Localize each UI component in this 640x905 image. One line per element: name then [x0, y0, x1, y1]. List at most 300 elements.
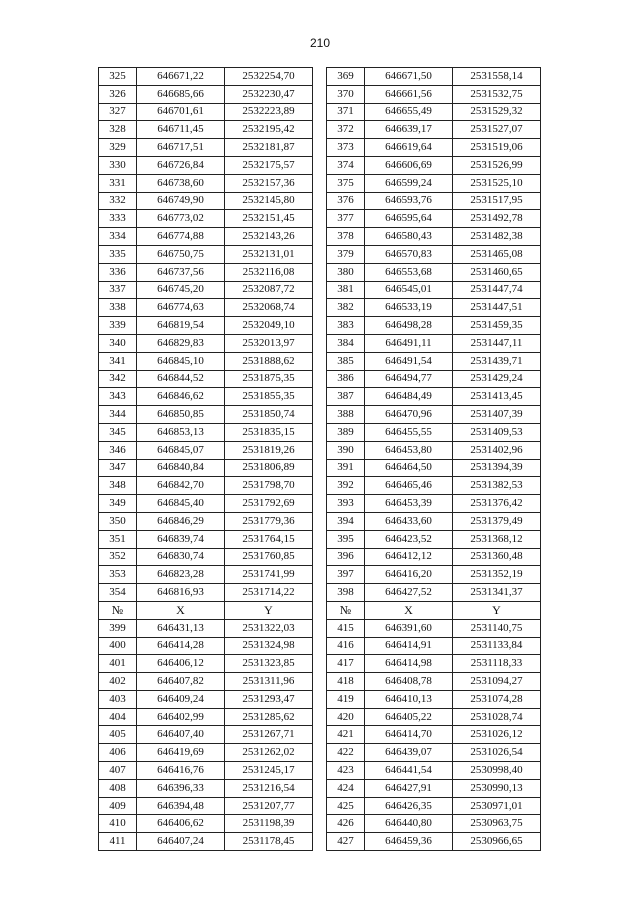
column-gap	[313, 228, 327, 246]
y-coordinate-left: 2531262,02	[225, 744, 313, 762]
point-number-left: 407	[99, 762, 137, 780]
x-coordinate-left: 646774,63	[137, 299, 225, 317]
x-coordinate-right: 646453,80	[365, 441, 453, 459]
x-coordinate-left: 646845,07	[137, 441, 225, 459]
point-number-left: 411	[99, 833, 137, 851]
column-gap	[313, 388, 327, 406]
point-number-left: 348	[99, 477, 137, 495]
x-coordinate-right: 646414,91	[365, 637, 453, 655]
coordinates-block-2	[99, 619, 541, 850]
y-coordinate-left: 2531245,17	[225, 762, 313, 780]
x-coordinate-left: 646406,12	[137, 655, 225, 673]
point-number-left: 329	[99, 139, 137, 157]
x-coordinate-right: 646405,22	[365, 708, 453, 726]
column-gap	[313, 726, 327, 744]
x-coordinate-left: 646717,51	[137, 139, 225, 157]
point-number-left: 335	[99, 245, 137, 263]
column-gap	[313, 210, 327, 228]
x-coordinate-right: 646491,54	[365, 352, 453, 370]
point-number-left: 400	[99, 637, 137, 655]
table-row	[99, 299, 541, 317]
point-number-right: 416	[327, 637, 365, 655]
column-gap	[313, 334, 327, 352]
x-coordinate-right: 646414,98	[365, 655, 453, 673]
column-gap	[313, 299, 327, 317]
coordinates-table	[98, 67, 541, 851]
y-coordinate-right: 2531532,75	[453, 85, 541, 103]
x-coordinate-left: 646745,20	[137, 281, 225, 299]
y-coordinate-right: 2531026,12	[453, 726, 541, 744]
y-coordinate-right: 2531429,24	[453, 370, 541, 388]
x-coordinate-left: 646839,74	[137, 530, 225, 548]
point-number-left: 325	[99, 68, 137, 86]
point-number-left: 342	[99, 370, 137, 388]
table-row	[99, 334, 541, 352]
column-gap	[313, 423, 327, 441]
y-coordinate-right: 2531439,71	[453, 352, 541, 370]
column-gap	[313, 441, 327, 459]
table-row	[99, 121, 541, 139]
point-number-right: 377	[327, 210, 365, 228]
x-coordinate-left: 646850,85	[137, 406, 225, 424]
header-x-left: X	[137, 601, 225, 619]
table-row	[99, 619, 541, 637]
column-gap	[313, 245, 327, 263]
x-coordinate-right: 646440,80	[365, 815, 453, 833]
y-coordinate-right: 2531341,37	[453, 584, 541, 602]
y-coordinate-right: 2531382,53	[453, 477, 541, 495]
x-coordinate-right: 646639,17	[365, 121, 453, 139]
y-coordinate-right: 2531465,08	[453, 245, 541, 263]
y-coordinate-right: 2531074,28	[453, 690, 541, 708]
point-number-left: 404	[99, 708, 137, 726]
point-number-left: 345	[99, 423, 137, 441]
table-row	[99, 797, 541, 815]
x-coordinate-left: 646840,84	[137, 459, 225, 477]
x-coordinate-left: 646685,66	[137, 85, 225, 103]
x-coordinate-left: 646671,22	[137, 68, 225, 86]
point-number-right: 372	[327, 121, 365, 139]
x-coordinate-left: 646846,62	[137, 388, 225, 406]
x-coordinate-right: 646455,55	[365, 423, 453, 441]
y-coordinate-right: 2531379,49	[453, 512, 541, 530]
x-coordinate-right: 646491,11	[365, 334, 453, 352]
x-coordinate-left: 646750,75	[137, 245, 225, 263]
header-y-right: Y	[453, 601, 541, 619]
point-number-right: 397	[327, 566, 365, 584]
table-row	[99, 174, 541, 192]
point-number-left: 354	[99, 584, 137, 602]
x-coordinate-left: 646842,70	[137, 477, 225, 495]
y-coordinate-right: 2531094,27	[453, 673, 541, 691]
x-coordinate-right: 646498,28	[365, 317, 453, 335]
column-gap	[313, 192, 327, 210]
y-coordinate-left: 2531798,70	[225, 477, 313, 495]
table-row	[99, 530, 541, 548]
y-coordinate-right: 2531447,11	[453, 334, 541, 352]
x-coordinate-right: 646671,50	[365, 68, 453, 86]
column-gap	[313, 68, 327, 86]
column-gap	[313, 352, 327, 370]
y-coordinate-right: 2531407,39	[453, 406, 541, 424]
column-header-row	[99, 601, 541, 619]
column-gap	[313, 673, 327, 691]
column-gap	[313, 566, 327, 584]
point-number-left: 328	[99, 121, 137, 139]
x-coordinate-left: 646402,99	[137, 708, 225, 726]
y-coordinate-right: 2531140,75	[453, 619, 541, 637]
x-coordinate-left: 646407,40	[137, 726, 225, 744]
column-gap	[313, 495, 327, 513]
point-number-right: 391	[327, 459, 365, 477]
y-coordinate-right: 2531368,12	[453, 530, 541, 548]
y-coordinate-right: 2531527,07	[453, 121, 541, 139]
point-number-left: 344	[99, 406, 137, 424]
x-coordinate-right: 646553,68	[365, 263, 453, 281]
x-coordinate-left: 646409,24	[137, 690, 225, 708]
x-coordinate-left: 646406,62	[137, 815, 225, 833]
y-coordinate-left: 2531216,54	[225, 779, 313, 797]
table-row	[99, 228, 541, 246]
y-coordinate-right: 2531413,45	[453, 388, 541, 406]
point-number-right: 415	[327, 619, 365, 637]
y-coordinate-right: 2531409,53	[453, 423, 541, 441]
x-coordinate-right: 646661,56	[365, 85, 453, 103]
header-num-left: №	[99, 601, 137, 619]
point-number-right: 379	[327, 245, 365, 263]
table-row	[99, 406, 541, 424]
column-gap	[313, 619, 327, 637]
column-header-group	[99, 601, 541, 619]
point-number-left: 341	[99, 352, 137, 370]
point-number-left: 340	[99, 334, 137, 352]
point-number-left: 330	[99, 156, 137, 174]
y-coordinate-left: 2532131,01	[225, 245, 313, 263]
point-number-right: 382	[327, 299, 365, 317]
y-coordinate-left: 2532116,08	[225, 263, 313, 281]
point-number-right: 417	[327, 655, 365, 673]
y-coordinate-right: 2531447,74	[453, 281, 541, 299]
y-coordinate-left: 2531855,35	[225, 388, 313, 406]
y-coordinate-left: 2531267,71	[225, 726, 313, 744]
point-number-right: 425	[327, 797, 365, 815]
point-number-right: 422	[327, 744, 365, 762]
point-number-right: 384	[327, 334, 365, 352]
x-coordinate-left: 646773,02	[137, 210, 225, 228]
point-number-left: 338	[99, 299, 137, 317]
point-number-right: 395	[327, 530, 365, 548]
column-gap	[313, 103, 327, 121]
point-number-left: 409	[99, 797, 137, 815]
y-coordinate-left: 2531806,89	[225, 459, 313, 477]
x-coordinate-right: 646595,64	[365, 210, 453, 228]
point-number-right: 370	[327, 85, 365, 103]
y-coordinate-right: 2531447,51	[453, 299, 541, 317]
column-gap	[313, 156, 327, 174]
x-coordinate-left: 646738,60	[137, 174, 225, 192]
point-number-right: 419	[327, 690, 365, 708]
point-number-right: 423	[327, 762, 365, 780]
y-coordinate-left: 2531792,69	[225, 495, 313, 513]
table-row	[99, 815, 541, 833]
x-coordinate-right: 646414,70	[365, 726, 453, 744]
table-row	[99, 192, 541, 210]
table-row	[99, 423, 541, 441]
x-coordinate-left: 646846,29	[137, 512, 225, 530]
y-coordinate-right: 2531558,14	[453, 68, 541, 86]
x-coordinate-left: 646844,52	[137, 370, 225, 388]
x-coordinate-right: 646441,54	[365, 762, 453, 780]
column-gap	[313, 477, 327, 495]
y-coordinate-right: 2531360,48	[453, 548, 541, 566]
x-coordinate-left: 646394,48	[137, 797, 225, 815]
x-coordinate-right: 646464,50	[365, 459, 453, 477]
x-coordinate-right: 646545,01	[365, 281, 453, 299]
table-row	[99, 352, 541, 370]
y-coordinate-right: 2531529,32	[453, 103, 541, 121]
point-number-right: 421	[327, 726, 365, 744]
column-gap	[313, 121, 327, 139]
point-number-left: 343	[99, 388, 137, 406]
x-coordinate-right: 646427,52	[365, 584, 453, 602]
y-coordinate-left: 2531324,98	[225, 637, 313, 655]
y-coordinate-right: 2531526,99	[453, 156, 541, 174]
column-gap	[313, 530, 327, 548]
point-number-right: 376	[327, 192, 365, 210]
y-coordinate-left: 2532087,72	[225, 281, 313, 299]
table-row	[99, 833, 541, 851]
x-coordinate-left: 646419,69	[137, 744, 225, 762]
x-coordinate-left: 646431,13	[137, 619, 225, 637]
point-number-left: 334	[99, 228, 137, 246]
point-number-left: 337	[99, 281, 137, 299]
page-number: 210	[309, 36, 331, 50]
column-gap	[313, 548, 327, 566]
x-coordinate-right: 646416,20	[365, 566, 453, 584]
y-coordinate-left: 2532175,57	[225, 156, 313, 174]
y-coordinate-right: 2531519,06	[453, 139, 541, 157]
column-gap	[313, 815, 327, 833]
y-coordinate-left: 2531293,47	[225, 690, 313, 708]
point-number-left: 333	[99, 210, 137, 228]
y-coordinate-left: 2532145,80	[225, 192, 313, 210]
x-coordinate-right: 646470,96	[365, 406, 453, 424]
coordinates-block-1	[99, 68, 541, 602]
table-row	[99, 548, 541, 566]
point-number-right: 427	[327, 833, 365, 851]
table-row	[99, 779, 541, 797]
table-row	[99, 139, 541, 157]
table-row	[99, 85, 541, 103]
column-gap	[313, 174, 327, 192]
y-coordinate-left: 2532230,47	[225, 85, 313, 103]
y-coordinate-left: 2531285,62	[225, 708, 313, 726]
table-row	[99, 566, 541, 584]
point-number-right: 375	[327, 174, 365, 192]
point-number-right: 396	[327, 548, 365, 566]
x-coordinate-right: 646494,77	[365, 370, 453, 388]
x-coordinate-right: 646619,64	[365, 139, 453, 157]
point-number-left: 336	[99, 263, 137, 281]
x-coordinate-right: 646453,39	[365, 495, 453, 513]
x-coordinate-left: 646701,61	[137, 103, 225, 121]
y-coordinate-left: 2531207,77	[225, 797, 313, 815]
x-coordinate-right: 646533,19	[365, 299, 453, 317]
header-x-right: X	[365, 601, 453, 619]
y-coordinate-left: 2531760,85	[225, 548, 313, 566]
point-number-right: 424	[327, 779, 365, 797]
x-coordinate-left: 646407,24	[137, 833, 225, 851]
table-row	[99, 156, 541, 174]
y-coordinate-left: 2531322,03	[225, 619, 313, 637]
x-coordinate-right: 646391,60	[365, 619, 453, 637]
table-row	[99, 673, 541, 691]
table-row	[99, 388, 541, 406]
point-number-left: 403	[99, 690, 137, 708]
column-gap	[313, 655, 327, 673]
x-coordinate-right: 646580,43	[365, 228, 453, 246]
y-coordinate-left: 2531198,39	[225, 815, 313, 833]
y-coordinate-left: 2532223,89	[225, 103, 313, 121]
y-coordinate-left: 2532143,26	[225, 228, 313, 246]
point-number-right: 388	[327, 406, 365, 424]
point-number-left: 332	[99, 192, 137, 210]
table-row	[99, 210, 541, 228]
column-gap	[313, 690, 327, 708]
point-number-right: 392	[327, 477, 365, 495]
x-coordinate-right: 646408,78	[365, 673, 453, 691]
x-coordinate-left: 646829,83	[137, 334, 225, 352]
point-number-right: 374	[327, 156, 365, 174]
y-coordinate-right: 2531026,54	[453, 744, 541, 762]
column-gap	[313, 459, 327, 477]
column-gap	[313, 406, 327, 424]
point-number-right: 381	[327, 281, 365, 299]
y-coordinate-left: 2531888,62	[225, 352, 313, 370]
x-coordinate-left: 646819,54	[137, 317, 225, 335]
x-coordinate-left: 646853,13	[137, 423, 225, 441]
point-number-left: 352	[99, 548, 137, 566]
x-coordinate-left: 646823,28	[137, 566, 225, 584]
y-coordinate-left: 2532157,36	[225, 174, 313, 192]
y-coordinate-left: 2531311,96	[225, 673, 313, 691]
point-number-right: 394	[327, 512, 365, 530]
y-coordinate-right: 2531394,39	[453, 459, 541, 477]
x-coordinate-right: 646655,49	[365, 103, 453, 121]
table-row	[99, 655, 541, 673]
y-coordinate-right: 2530966,65	[453, 833, 541, 851]
y-coordinate-right: 2531402,96	[453, 441, 541, 459]
point-number-left: 339	[99, 317, 137, 335]
y-coordinate-right: 2530971,01	[453, 797, 541, 815]
table-row	[99, 708, 541, 726]
x-coordinate-right: 646427,91	[365, 779, 453, 797]
x-coordinate-right: 646599,24	[365, 174, 453, 192]
table-row	[99, 441, 541, 459]
y-coordinate-left: 2531875,35	[225, 370, 313, 388]
x-coordinate-left: 646414,28	[137, 637, 225, 655]
point-number-left: 405	[99, 726, 137, 744]
x-coordinate-right: 646426,35	[365, 797, 453, 815]
table-row	[99, 477, 541, 495]
point-number-right: 390	[327, 441, 365, 459]
column-gap	[313, 370, 327, 388]
y-coordinate-left: 2531741,99	[225, 566, 313, 584]
y-coordinate-left: 2531835,15	[225, 423, 313, 441]
point-number-left: 353	[99, 566, 137, 584]
y-coordinate-left: 2532181,87	[225, 139, 313, 157]
point-number-left: 351	[99, 530, 137, 548]
point-number-left: 327	[99, 103, 137, 121]
point-number-left: 406	[99, 744, 137, 762]
point-number-right: 393	[327, 495, 365, 513]
column-gap	[313, 584, 327, 602]
x-coordinate-left: 646845,10	[137, 352, 225, 370]
y-coordinate-left: 2532068,74	[225, 299, 313, 317]
x-coordinate-left: 646396,33	[137, 779, 225, 797]
point-number-right: 383	[327, 317, 365, 335]
x-coordinate-right: 646606,69	[365, 156, 453, 174]
y-coordinate-left: 2532013,97	[225, 334, 313, 352]
y-coordinate-left: 2531764,15	[225, 530, 313, 548]
point-number-right: 373	[327, 139, 365, 157]
column-gap	[313, 85, 327, 103]
y-coordinate-left: 2532254,70	[225, 68, 313, 86]
x-coordinate-left: 646774,88	[137, 228, 225, 246]
x-coordinate-right: 646465,46	[365, 477, 453, 495]
point-number-left: 410	[99, 815, 137, 833]
column-gap	[313, 317, 327, 335]
point-number-right: 385	[327, 352, 365, 370]
point-number-left: 399	[99, 619, 137, 637]
table-row	[99, 762, 541, 780]
table-row	[99, 245, 541, 263]
header-y-left: Y	[225, 601, 313, 619]
point-number-left: 408	[99, 779, 137, 797]
x-coordinate-right: 646484,49	[365, 388, 453, 406]
table-row	[99, 584, 541, 602]
column-gap	[313, 779, 327, 797]
column-gap	[313, 708, 327, 726]
column-gap	[313, 637, 327, 655]
column-gap	[313, 797, 327, 815]
column-gap	[313, 281, 327, 299]
point-number-left: 402	[99, 673, 137, 691]
table-row	[99, 744, 541, 762]
y-coordinate-right: 2531517,95	[453, 192, 541, 210]
point-number-right: 389	[327, 423, 365, 441]
table-row	[99, 370, 541, 388]
y-coordinate-left: 2532049,10	[225, 317, 313, 335]
table-row	[99, 263, 541, 281]
x-coordinate-right: 646433,60	[365, 512, 453, 530]
column-gap	[313, 833, 327, 851]
column-gap	[313, 139, 327, 157]
table-row	[99, 459, 541, 477]
y-coordinate-right: 2531525,10	[453, 174, 541, 192]
column-gap	[313, 601, 327, 619]
x-coordinate-right: 646410,13	[365, 690, 453, 708]
y-coordinate-right: 2531118,33	[453, 655, 541, 673]
point-number-left: 326	[99, 85, 137, 103]
y-coordinate-right: 2531133,84	[453, 637, 541, 655]
point-number-right: 387	[327, 388, 365, 406]
x-coordinate-right: 646439,07	[365, 744, 453, 762]
y-coordinate-right: 2531376,42	[453, 495, 541, 513]
table-row	[99, 512, 541, 530]
x-coordinate-left: 646737,56	[137, 263, 225, 281]
y-coordinate-left: 2531714,22	[225, 584, 313, 602]
